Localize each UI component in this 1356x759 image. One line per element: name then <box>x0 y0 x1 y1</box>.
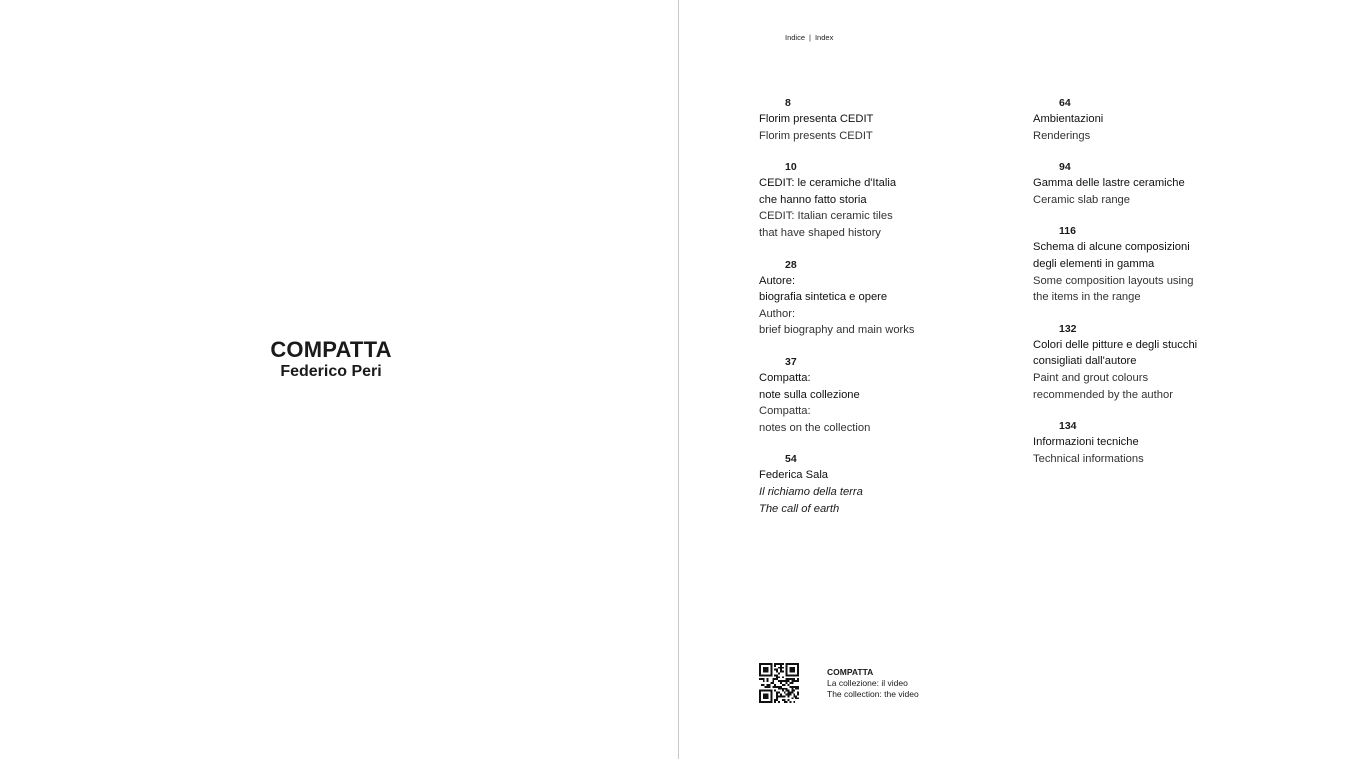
index-title-it: consigliati dall'autore <box>1033 355 1137 368</box>
index-title-en: Some composition layouts using <box>1033 274 1194 287</box>
index-title-it: Informazioni tecniche <box>1033 436 1139 449</box>
index-title-en: Technical informations <box>1033 452 1144 465</box>
index-title-en: Florim presents CEDIT <box>759 129 873 142</box>
index-title-it: Colori delle pitture e degli stucchi <box>1033 338 1198 351</box>
index-page-number: 37 <box>785 355 797 368</box>
index-title-en: brief biography and main works <box>759 324 915 337</box>
index-entry[interactable] <box>759 160 999 241</box>
index-page-number: 10 <box>785 161 797 174</box>
index-title-en: Paint and grout colours <box>1033 371 1149 384</box>
index-title-it: che hanno fatto storia <box>759 193 867 206</box>
cover-title-block <box>231 337 431 381</box>
right-page <box>679 0 1356 759</box>
index-title-it: Autore: <box>759 274 796 287</box>
index-entry[interactable] <box>1033 160 1273 208</box>
index-subtitle-italic: Il richiamo della terra <box>759 485 863 498</box>
index-page-number: 134 <box>1059 420 1077 433</box>
author-name: Federico Peri <box>280 363 382 380</box>
index-entry[interactable] <box>759 355 999 436</box>
index-subtitle-italic: The call of earth <box>759 502 840 515</box>
index-title-it: CEDIT: le ceramiche d'Italia <box>759 177 897 190</box>
index-page-number: 132 <box>1059 322 1077 335</box>
index-title-en: Compatta: <box>759 405 811 418</box>
index-entry[interactable] <box>759 258 999 339</box>
index-entry[interactable] <box>1033 96 1273 144</box>
index-entry[interactable] <box>759 452 999 517</box>
index-page-number: 8 <box>785 97 791 109</box>
index-title-it: degli elementi in gamma <box>1033 257 1155 270</box>
index-title-it: biografia sintetica e opere <box>759 291 888 304</box>
index-header-separator: | <box>809 33 811 42</box>
index-page-number: 116 <box>1059 225 1076 238</box>
index-entry[interactable] <box>1033 224 1273 305</box>
index-column-left <box>759 96 999 533</box>
index-title-it: Federica Sala <box>759 469 829 482</box>
index-title-it: Florim presenta CEDIT <box>759 113 874 125</box>
index-entry[interactable] <box>1033 322 1273 403</box>
collection-title: COMPATTA <box>270 337 392 362</box>
index-title-it: note sulla collezione <box>759 388 860 401</box>
index-title-en: Author: <box>759 307 796 320</box>
index-title-en: recommended by the author <box>1033 388 1173 401</box>
qr-line-en: The collection: the video <box>827 689 919 699</box>
index-title-it: Ambientazioni <box>1033 113 1104 125</box>
qr-caption <box>827 667 919 700</box>
index-title-it: Compatta: <box>759 371 811 384</box>
index-entry[interactable] <box>759 96 999 144</box>
index-title-en: notes on the collection <box>759 421 871 434</box>
index-title-it: Schema di alcune composizioni <box>1033 241 1190 254</box>
index-page-number: 28 <box>785 258 797 271</box>
index-page-number: 64 <box>1059 97 1071 109</box>
index-page-number: 94 <box>1059 161 1071 174</box>
index-page-number: 54 <box>785 453 797 466</box>
index-column-right <box>1033 96 1273 483</box>
qr-code-icon[interactable] <box>759 663 799 703</box>
index-header-it: Indice <box>785 33 806 42</box>
qr-title: COMPATTA <box>827 667 874 677</box>
index-title-it: Gamma delle lastre ceramiche <box>1033 177 1185 190</box>
index-title-en: that have shaped history <box>759 226 881 239</box>
index-title-en: the items in the range <box>1033 291 1141 304</box>
index-entry[interactable] <box>1033 419 1273 467</box>
index-title-en: Renderings <box>1033 129 1091 142</box>
qr-line-it: La collezione: il video <box>827 678 908 688</box>
index-title-en: CEDIT: Italian ceramic tiles <box>759 210 893 223</box>
index-header-en: Index <box>814 33 834 42</box>
index-title-en: Ceramic slab range <box>1033 193 1131 206</box>
index-header <box>785 33 833 43</box>
